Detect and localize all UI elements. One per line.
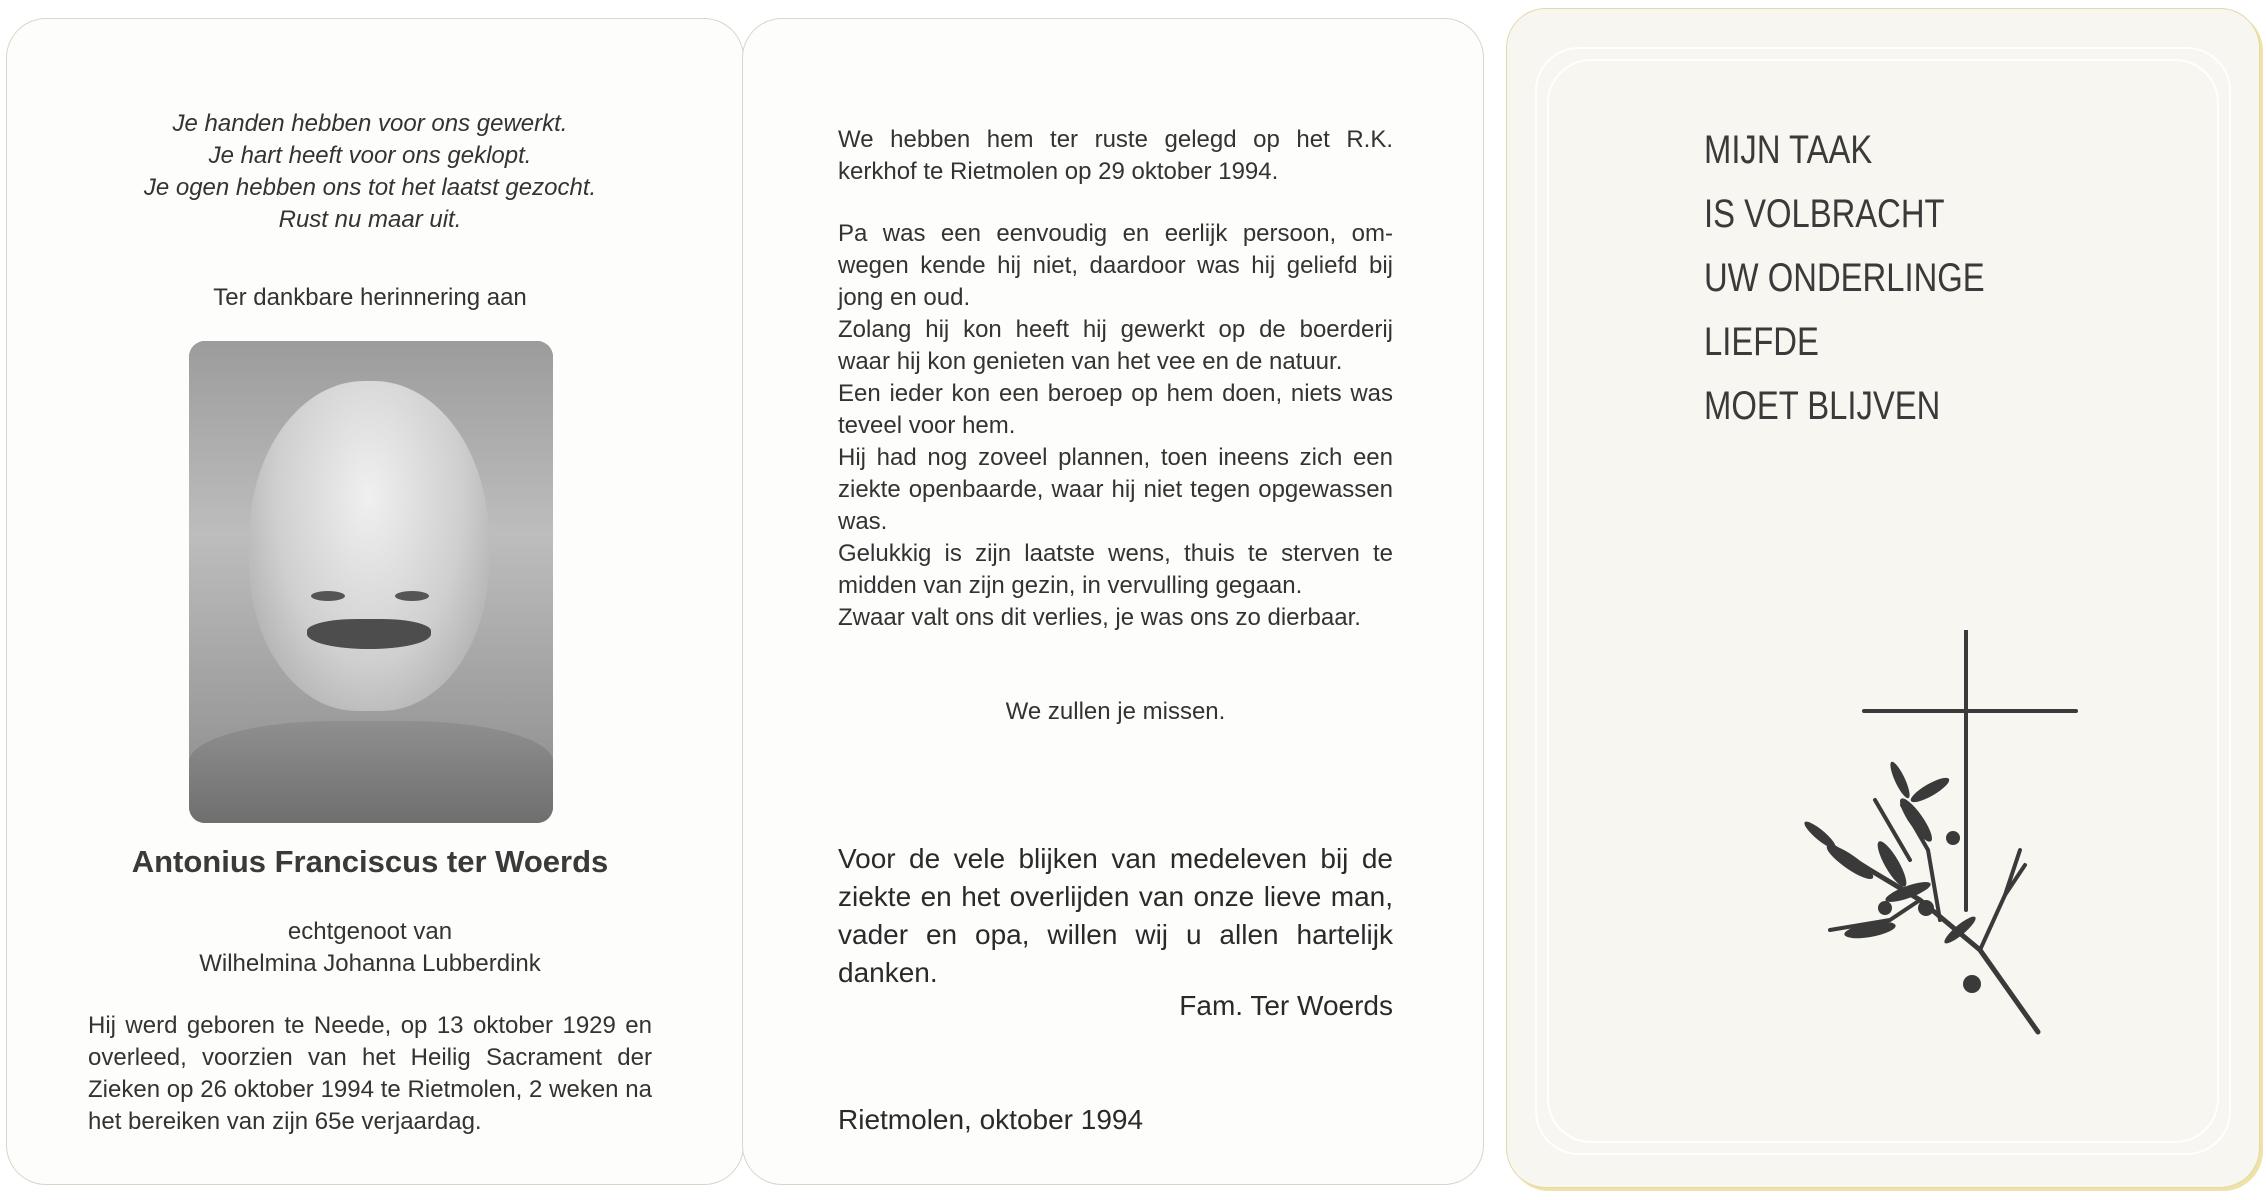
eulogy-paragraph: Pa was een eenvoudig en eerlijk persoon, omwegen kende hij niet, daardoor was hij geliefd bij jong en oud.	[838, 220, 1393, 311]
eulogy-paragraph: Hij had nog zoveel plannen, toen ineens zich een ziekte openbaarde, waar hij niet tegen opgewassen was.	[838, 444, 1393, 535]
deceased-name: Antonius Franciscus ter Woerds	[131, 844, 609, 879]
cross-with-branch-icon	[1720, 630, 2090, 1040]
verse-line: IS VOLBRACHT	[1704, 192, 1945, 236]
biography: Hij werd geboren te Neede, op 13 oktober 1929 en overleed, voorzien van het Heilig Sacrament der Zieken op 26 oktober 1994 te Rietmolen, 2 weken na het bereiken van zijn 65e verjaardag.	[88, 1012, 652, 1135]
verse	[1704, 118, 2224, 438]
dedication: Ter dankbare herinnering aan	[213, 284, 527, 311]
miss-line: We zullen je missen.	[1005, 698, 1226, 725]
eulogy-paragraph: Zolang hij kon heeft hij gewerkt op de boerderij waar hij kon genieten van het vee en de natuur.	[838, 316, 1393, 375]
burial-text: We hebben hem ter ruste gelegd op het R.K. kerkhof te Rietmolen op 29 oktober 1994.	[838, 126, 1393, 185]
spouse-name: Wilhelmina Johanna Lubberdink	[199, 950, 541, 977]
verse-line: UW ONDERLINGE	[1704, 256, 1985, 300]
place-date: Rietmolen, oktober 1994	[838, 1104, 1144, 1135]
eulogy-paragraph: Zwaar valt ons dit verlies, je was ons zo dierbaar.	[838, 604, 1361, 631]
eulogy-paragraph: Gelukkig is zijn laatste wens, thuis te sterven te midden van zijn gezin, in vervulling gegaan.	[838, 540, 1393, 599]
verse-line: MIJN TAAK	[1704, 128, 1873, 172]
spouse-label: echtgenoot van	[287, 918, 453, 945]
poem-line: Je handen hebben voor ons gewerkt.	[172, 110, 568, 137]
verse-line: LIEFDE	[1704, 320, 1819, 364]
verse-line: MOET BLIJVEN	[1704, 384, 1941, 428]
thanks-text: Voor de vele blijken van medeleven bij de ziekte en het overlijden van onze lieve man, vader en opa, willen wij u allen hartelijk danken.	[838, 843, 1393, 988]
poem-line: Je hart heeft voor ons geklopt.	[208, 142, 532, 169]
poem-line: Je ogen hebben ons tot het laatst gezocht.	[143, 174, 597, 201]
family-signature: Fam. Ter Woerds	[1179, 990, 1393, 1021]
poem-line: Rust nu maar uit.	[278, 206, 462, 233]
portrait-photo	[189, 341, 553, 823]
eulogy-paragraph: Een ieder kon een beroep op hem doen, niets was teveel voor hem.	[838, 380, 1393, 439]
poem	[40, 108, 700, 236]
spouse-block	[40, 916, 700, 980]
eulogy	[838, 218, 1393, 634]
